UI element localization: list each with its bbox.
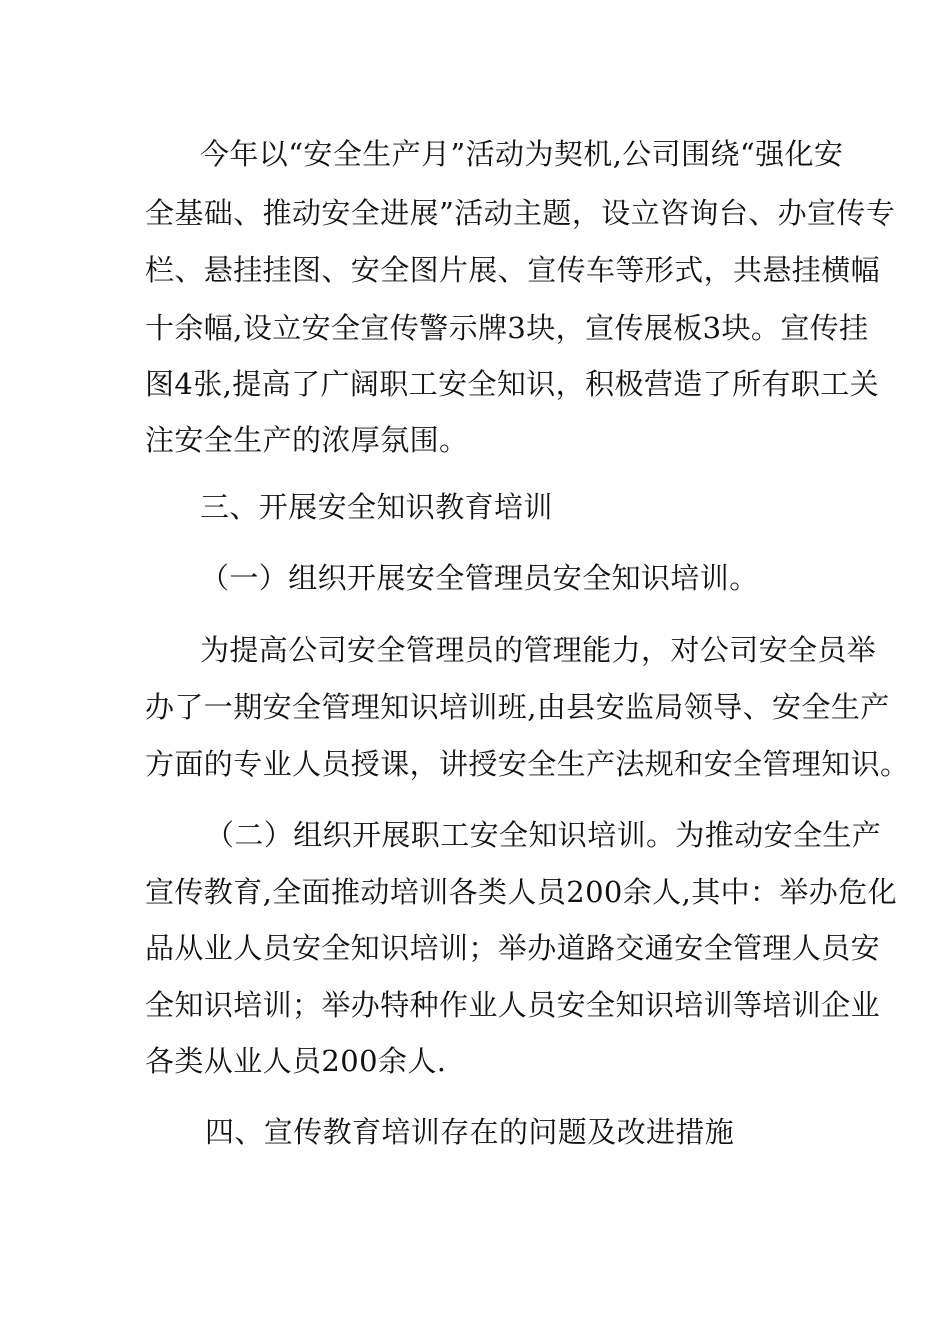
paragraph-3-line-4: 全知识培训；举办特种作业人员安全知识培训等培训企业 — [145, 988, 881, 1022]
paragraph-3-line-1: （二）组织开展职工安全知识培训。为推动安全生产 — [205, 818, 882, 852]
section-heading-3: 三、开展安全知识教育培训 — [200, 490, 553, 524]
paragraph-1-line-1: 今年以“安全生产月”活动为契机,公司围绕“强化安 — [200, 137, 844, 171]
paragraph-1-line-2: 全基础、推动安全进展”活动主题，设立咨询台、办宣传专 — [145, 196, 896, 230]
paragraph-3-line-3: 品从业人员安全知识培训；举办道路交通安全管理人员安 — [145, 931, 881, 965]
paragraph-2-line-2: 办了一期安全管理知识培训班,由县安监局领导、安全生产 — [145, 690, 890, 724]
subheading-1: （一）组织开展安全管理员安全知识培训。 — [200, 561, 759, 595]
paragraph-1-line-6: 注安全生产的浓厚氛围。 — [145, 423, 469, 457]
paragraph-1-line-4: 十余幅,设立安全宣传警示牌3块，宣传展板3块。宣传挂 — [145, 311, 869, 345]
paragraph-2-line-1: 为提高公司安全管理员的管理能力，对公司安全员举 — [200, 633, 877, 667]
paragraph-3-line-2: 宣传教育,全面推动培训各类人员200余人,其中：举办危化 — [145, 875, 897, 909]
paragraph-3-line-5: 各类从业人员200余人. — [145, 1044, 447, 1078]
paragraph-1-line-3: 栏、悬挂挂图、安全图片展、宣传车等形式，共悬挂横幅 — [145, 253, 881, 287]
paragraph-1-line-5: 图4张,提高了广阔职工安全知识，积极营造了所有职工关 — [145, 367, 880, 401]
paragraph-2-line-3: 方面的专业人员授课，讲授安全生产法规和安全管理知识。 — [145, 747, 910, 781]
section-heading-4: 四、宣传教育培训存在的问题及改进措施 — [205, 1115, 735, 1149]
